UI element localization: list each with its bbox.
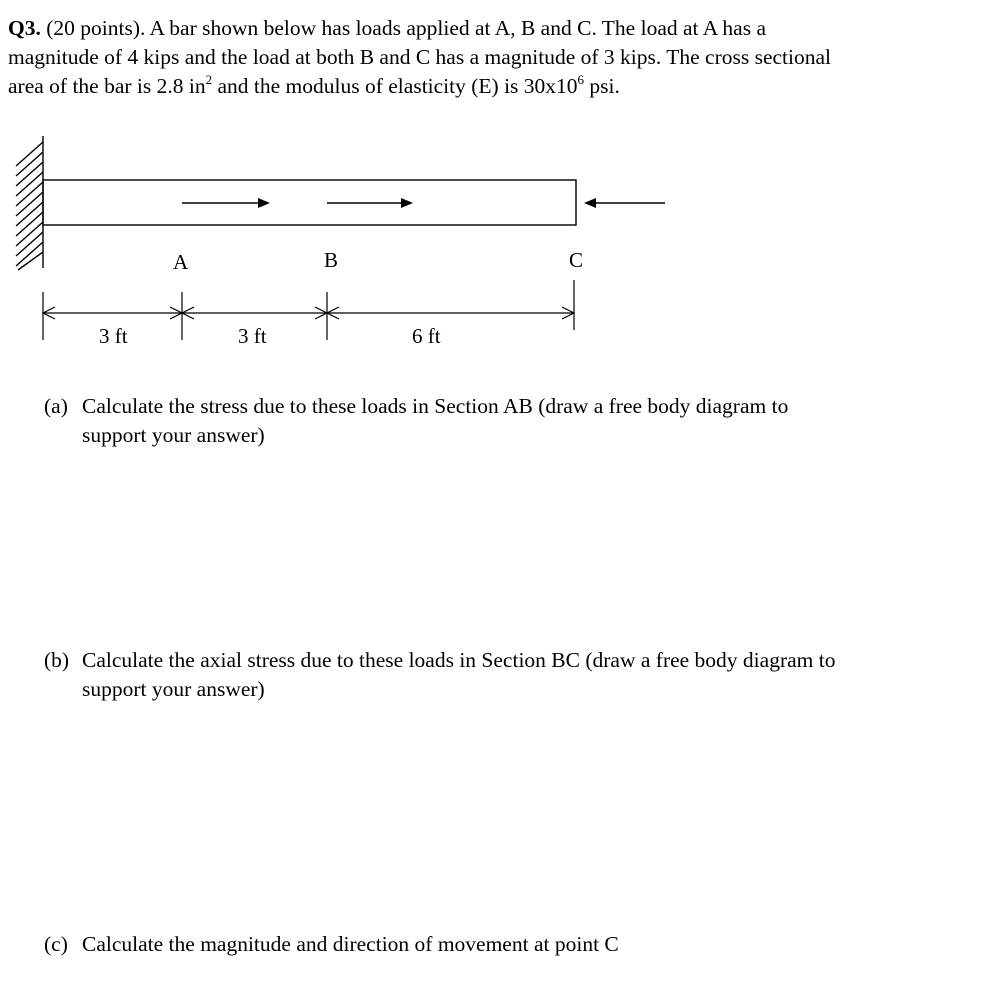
modulus-exponent: 6: [577, 72, 585, 87]
question-a: [44, 392, 974, 450]
point-a-label: A: [173, 250, 189, 274]
point-c-label: C: [569, 248, 584, 272]
dimension-ab-label: 3 ft: [99, 324, 128, 348]
question-number: Q3.: [8, 16, 41, 40]
question-a-letter: (a): [44, 394, 68, 418]
fixed-support-wall: [16, 136, 43, 270]
load-arrow-b: [327, 198, 413, 208]
load-arrow-c: [584, 198, 665, 208]
dimension-cd-label: 6 ft: [412, 324, 441, 348]
question-c: [44, 930, 974, 959]
area-exponent: 2: [205, 72, 213, 87]
point-b-label: B: [324, 248, 339, 272]
question-c-line-1: Calculate the magnitude and direction of movement at point C: [82, 932, 619, 956]
bar: [43, 180, 576, 225]
question-b-letter: (b): [44, 648, 70, 672]
problem-line-1: Q3. (20 points). A bar shown below has loads applied at A, B and C. The load at A has a: [8, 16, 766, 40]
problem-line-2: magnitude of 4 kips and the load at both B and C has a magnitude of 3 kips. The cross sectional: [8, 45, 832, 69]
problem-line-3: area of the bar is 2.8 $in^2$ and the modulus of elasticity (E) is $30x10^6$ psi.: [8, 72, 620, 98]
dimension-bc-label: 3 ft: [238, 324, 267, 348]
load-arrow-a: [182, 198, 270, 208]
bar-diagram: [0, 130, 700, 360]
question-a-line-1: Calculate the stress due to these loads in Section AB (draw a free body diagram to: [82, 394, 789, 418]
question-b-line-1: Calculate the axial stress due to these loads in Section BC (draw a free body diagram to: [82, 648, 836, 672]
question-c-letter: (c): [44, 932, 68, 956]
question-b: [44, 646, 974, 704]
question-a-line-2: support your answer): [82, 423, 265, 447]
question-b-line-2: support your answer): [82, 677, 265, 701]
problem-statement: [8, 14, 974, 101]
